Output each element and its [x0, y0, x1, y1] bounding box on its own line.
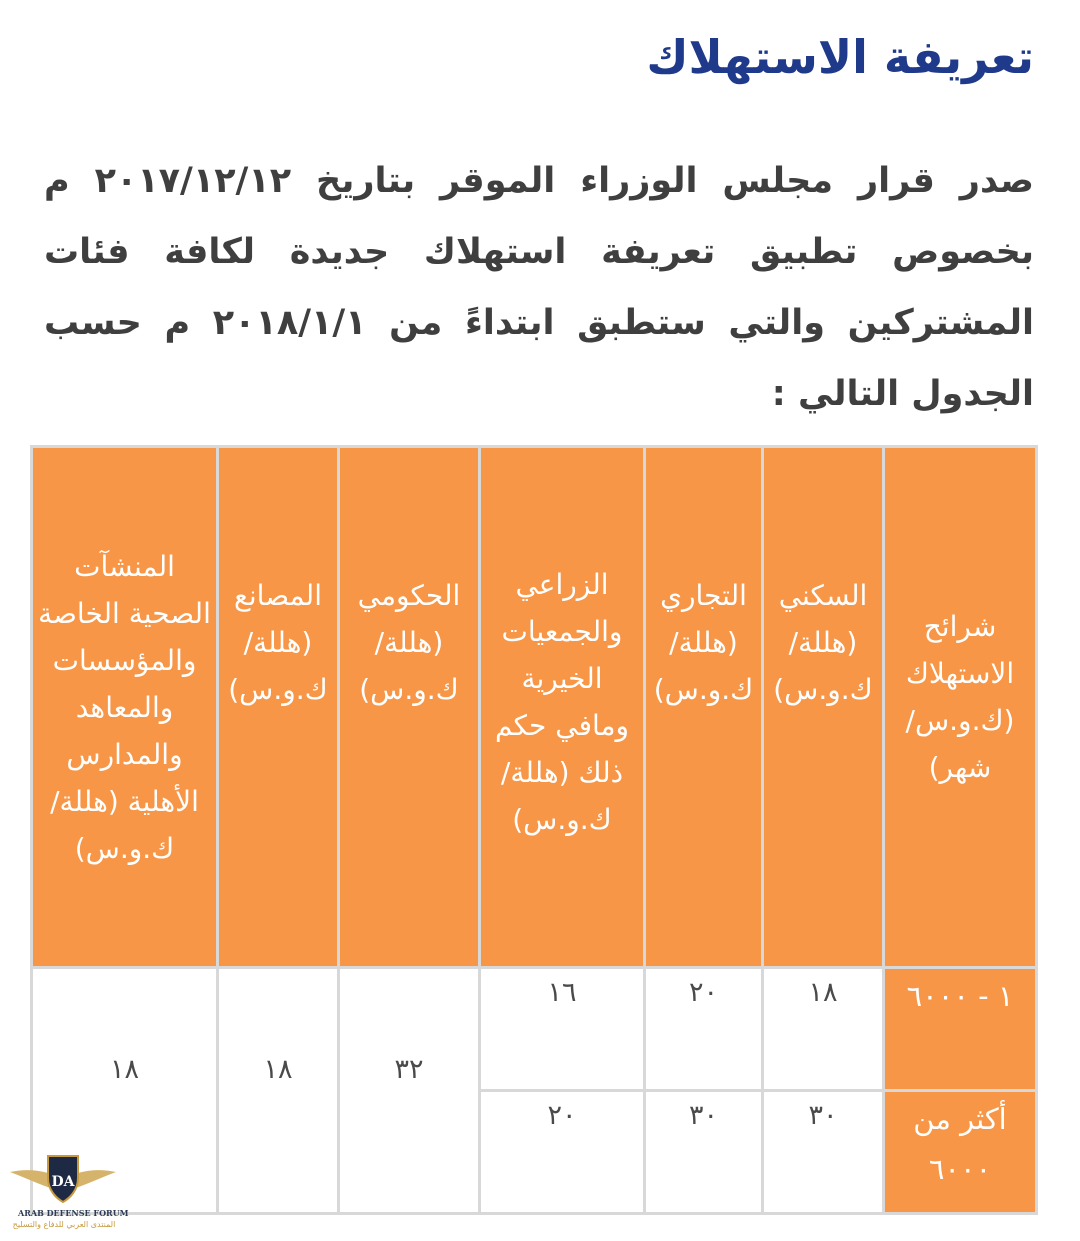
- forum-logo: [8, 1150, 129, 1240]
- tier-range-cell: ١ - ٦٠٠٠: [884, 968, 1037, 1091]
- factories-rate-cell: ١٨: [218, 968, 339, 1214]
- residential-rate-cell: ١٨: [763, 968, 884, 1091]
- table-header-row: [32, 447, 1037, 968]
- government-rate-cell: ٣٢: [339, 968, 480, 1214]
- header-agricultural: الزراعي والجمعيات الخيرية ومافي حكم ذلك (هللة/ ك.و.س): [480, 447, 645, 968]
- logo-name-ar: المنتدى العربي للدفاع والتسليح: [12, 1220, 116, 1229]
- logo-mark: DA: [51, 1174, 75, 1190]
- header-private-health: المنشآت الصحية الخاصة والمؤسسات والمعاهد والمدارس الأهلية (هللة/ ك.و.س): [32, 447, 218, 968]
- residential-rate-cell: ٣٠: [763, 1091, 884, 1214]
- private-health-rate-cell: ١٨: [32, 968, 218, 1214]
- tier-range-cell: أكثر من ٦٠٠٠: [884, 1091, 1037, 1214]
- header-government: الحكومي (هللة/ ك.و.س): [339, 447, 480, 968]
- page-title: تعريفة الاستهلاك: [646, 30, 1034, 84]
- intro-paragraph: صدر قرار مجلس الوزراء الموقر بتاريخ ٢٠١٧/١٢/١٢ م بخصوص تطبيق تعريفة استهلاك جديدة لكافة فئات المشتركين والتي ستطبق ابتداءً من ٢٠١٨/١/١ م حسب الجدول التالي :: [44, 161, 1034, 414]
- header-commercial: التجاري (هللة/ ك.و.س): [645, 447, 763, 968]
- commercial-rate-cell: ٣٠: [645, 1091, 763, 1214]
- wings-emblem-icon: [8, 1150, 118, 1210]
- header-residential: السكني (هللة/ ك.و.س): [763, 447, 884, 968]
- tariff-table: [30, 445, 1038, 1215]
- table-row: [32, 968, 1037, 1091]
- logo-name-en: ARAB DEFENSE FORUM: [18, 1208, 129, 1218]
- header-factories: المصانع (هللة/ ك.و.س): [218, 447, 339, 968]
- commercial-rate-cell: ٢٠: [645, 968, 763, 1091]
- agricultural-rate-cell: ٢٠: [480, 1091, 645, 1214]
- agricultural-rate-cell: ١٦: [480, 968, 645, 1091]
- header-consumption-tiers: شرائح الاستهلاك (ك.و.س/ شهر): [884, 447, 1037, 968]
